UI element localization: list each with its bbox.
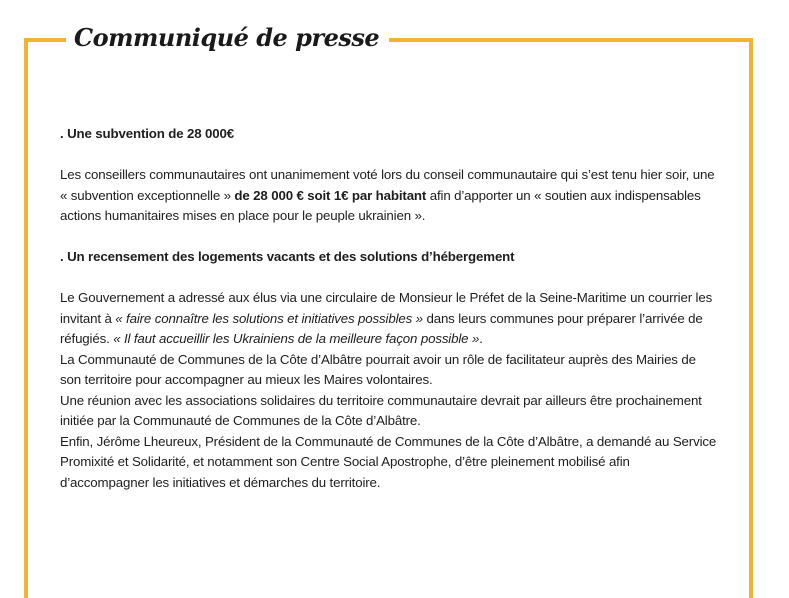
quote-accueillir: « Il faut accueillir les Ukrainiens de la meilleure façon possible » [113,331,480,346]
gouvernement-paragraph: Le Gouvernement a adressé aux élus via une circulaire de Monsieur le Préfet de la Seine-Maritime un courrier les invitant à « faire connaître les solutions et initiatives possibles » dans leurs communes pour préparer l’arrivée de réfugiés. « Il faut accueillir les Ukrainiens de la meilleure façon possible ». [60,290,713,346]
section-heading-subvention: . Une subvention de 28 000€ [60,126,235,141]
facilitateur-paragraph: La Communauté de Communes de la Côte d’Albâtre pourrait avoir un rôle de facilitateur auprès des Mairies de son territoire pour accompagner au mieux les Maires volontaires. [60,351,696,387]
subvention-amount: de 28 000 € soit 1€ par habitant [234,187,427,203]
subvention-paragraph: Les conseillers communautaires ont unanimement voté lors du conseil communautaire qui s’est tenu hier soir, une « subvention exceptionnelle » de 28 000 € soit 1€ par habitant afin d’apporter un « soutien aux indispensables actions humanitaires mises en place pour le peuple ukrainien ». [60,167,715,223]
section-heading-recensement: . Un recensement des logements vacants et des solutions d’hébergement [60,249,515,264]
press-release-title: Communiqué de presse [66,22,389,54]
quote-initiatives: « faire connaître les solutions et initiatives possibles » [115,310,423,326]
reunion-paragraph: Une réunion avec les associations solidaires du territoire communautaire devrait par ailleurs être prochainement initiée par la Communauté de Communes de la Côte d’Albâtre. [60,392,702,428]
press-release-body [60,124,720,493]
president-paragraph: Enfin, Jérôme Lheureux, Président de la Communauté de Communes de la Côte d’Albâtre, a demandé au Service Promixité et Solidarité, et notamment son Centre Social Apostrophe, d’être pleinement mobilisé afin d’accompagner les initiatives et démarches du territoire. [60,433,717,490]
